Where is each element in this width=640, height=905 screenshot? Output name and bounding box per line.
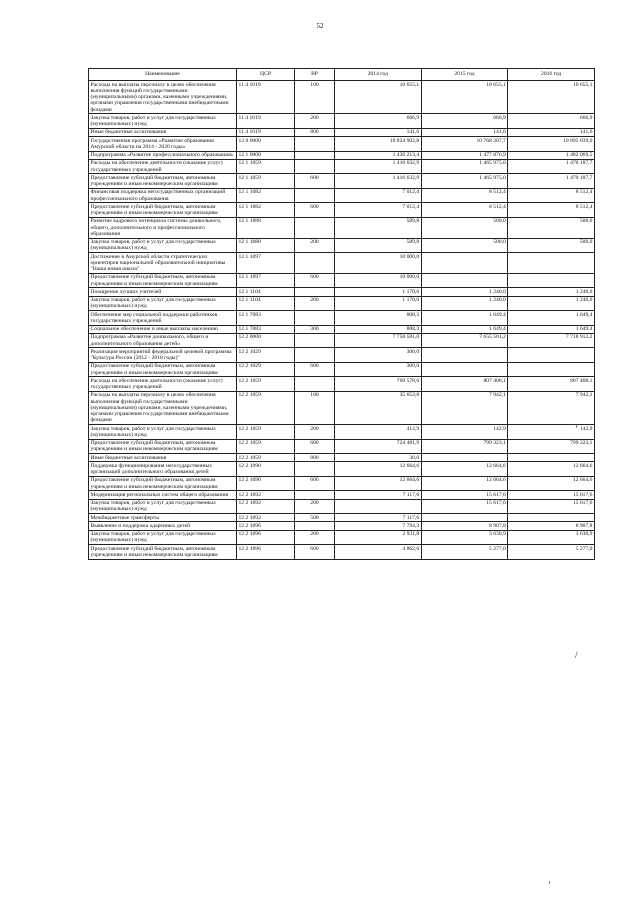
- cell-2016: 799 323,1: [508, 439, 595, 454]
- cell-2014: 1 170,0: [335, 296, 422, 311]
- table-row: [89, 454, 595, 462]
- table-row: [89, 425, 595, 440]
- cell-2015: [421, 514, 508, 522]
- cell-2015: 500,0: [421, 217, 508, 238]
- table-row: [89, 325, 595, 333]
- cell-name: Межбюджетные трансферты: [89, 514, 237, 522]
- cell-name: Поддержка функционирования негосударственных организаций дополнительного образования детей: [89, 462, 237, 477]
- cell-2014: 10 000,0: [335, 253, 422, 274]
- table-row: [89, 81, 595, 114]
- table-row: [89, 151, 595, 159]
- cell-2014: 808,3: [335, 311, 422, 326]
- cell-csr: 12 1 1104: [237, 296, 295, 311]
- cell-csr: 12 1 1082: [237, 188, 295, 203]
- table-row: [89, 174, 595, 189]
- cell-vr: [295, 188, 335, 203]
- cell-2015: 3 630,9: [421, 530, 508, 545]
- cell-2016: 7 718 912,2: [508, 333, 595, 348]
- table-row: [89, 296, 595, 311]
- table-body: [89, 81, 595, 560]
- cell-vr: 200: [295, 114, 335, 129]
- table-row: [89, 128, 595, 136]
- cell-2015: 12 664,6: [421, 476, 508, 491]
- cell-2016: 142,9: [508, 425, 595, 440]
- cell-2014: 589,8: [335, 217, 422, 238]
- table-row: [89, 159, 595, 174]
- cell-2015: 1 649,4: [421, 311, 508, 326]
- cell-name: Закупка товаров, работ и услуг для государственных (муниципальных) нужд: [89, 499, 237, 514]
- cell-csr: 12 2 1059: [237, 454, 295, 462]
- table-row: [89, 499, 595, 514]
- cell-vr: 200: [295, 499, 335, 514]
- cell-2016: 7 942,1: [508, 391, 595, 424]
- cell-vr: [295, 159, 335, 174]
- cell-csr: 12 2 1059: [237, 425, 295, 440]
- cell-2016: [508, 362, 595, 377]
- cell-csr: 12 1 1059: [237, 174, 295, 189]
- cell-vr: [295, 217, 335, 238]
- cell-2014: 7 012,4: [335, 188, 422, 203]
- cell-name: Расходы на выплаты персоналу в целях обеспечения выполнения функций государственными (муниципальными) органами, казенными учреждениями, органами управления государственными внебюджетными фондами: [89, 391, 237, 424]
- cell-vr: [295, 348, 335, 363]
- cell-2014: 10 655,1: [335, 81, 422, 114]
- cell-name: Закупка товаров, работ и услуг для государственных (муниципальных) нужд: [89, 530, 237, 545]
- cell-name: Выявление и поддержка одаренных детей: [89, 522, 237, 530]
- cell-2016: 1 649,4: [508, 325, 595, 333]
- cell-2015: 500,0: [421, 238, 508, 253]
- cell-2016: 12 664,6: [508, 462, 595, 477]
- cell-name: Закупка товаров, работ и услуг для государственных (муниципальных) нужд: [89, 296, 237, 311]
- cell-name: Иные бюджетные ассигнования: [89, 128, 237, 136]
- budget-table: [88, 68, 595, 560]
- cell-csr: 12 2 0000: [237, 333, 295, 348]
- cell-name: Предоставление субсидий бюджетным, автономным учреждениям и иным некоммерческим организациям: [89, 174, 237, 189]
- table-row: [89, 476, 595, 491]
- table-row: [89, 137, 595, 152]
- cell-2014: 300,0: [335, 362, 422, 377]
- cell-2014: 12 664,6: [335, 476, 422, 491]
- cell-vr: 800: [295, 454, 335, 462]
- cell-vr: 100: [295, 81, 335, 114]
- cell-2016: 10 895 039,0: [508, 137, 595, 152]
- cell-csr: 12 2 1059: [237, 439, 295, 454]
- table-row: [89, 253, 595, 274]
- cell-2015: 8 907,8: [421, 522, 508, 530]
- cell-csr: 12 1 1088: [237, 217, 295, 238]
- table-row: [89, 217, 595, 238]
- cell-2016: [508, 514, 595, 522]
- cell-vr: [295, 137, 335, 152]
- cell-2014: 12 664,6: [335, 462, 422, 477]
- cell-name: Расходы на выплаты персоналу в целях обеспечения выполнения функций государственными (муниципальными) органами, казенными учреждениями, органами управления государственными внебюджетными фондами: [89, 81, 237, 114]
- header-2015: 2015 год: [421, 69, 508, 81]
- cell-name: Расходы на обеспечение деятельности (оказание услуг) государственных учреждений: [89, 159, 237, 174]
- cell-2016: 807 408,1: [508, 377, 595, 392]
- cell-vr: 500: [295, 514, 335, 522]
- cell-2014: 10 000,0: [335, 273, 422, 288]
- cell-vr: 300: [295, 325, 335, 333]
- cell-name: Иные бюджетные ассигнования: [89, 454, 237, 462]
- cell-name: Социальное обеспечение и иные выплаты населению: [89, 325, 237, 333]
- table-row: [89, 522, 595, 530]
- cell-name: Реализация мероприятий федеральной целевой программы "Культура России (2012 - 2018 годы)": [89, 348, 237, 363]
- cell-name: Закупка товаров, работ и услуг для государственных (муниципальных) нужд: [89, 114, 237, 129]
- cell-name: Предоставление субсидий бюджетным, автономным учреждениям и иным некоммерческим организациям: [89, 203, 237, 218]
- cell-vr: [295, 311, 335, 326]
- cell-2014: 10 824 902,8: [335, 137, 422, 152]
- cell-vr: 200: [295, 238, 335, 253]
- table-row: [89, 377, 595, 392]
- cell-2014: 2 931,8: [335, 530, 422, 545]
- header-2014: 2014 год: [335, 69, 422, 81]
- cell-vr: [295, 333, 335, 348]
- cell-2014: 4 862,6: [335, 545, 422, 560]
- cell-2014: 1 170,0: [335, 288, 422, 296]
- cell-vr: [295, 462, 335, 477]
- cell-2016: 12 664,6: [508, 476, 595, 491]
- header-csr: ЦСР: [237, 69, 295, 81]
- cell-vr: [295, 151, 335, 159]
- cell-2016: 10 655,1: [508, 81, 595, 114]
- cell-2015: 8 512,4: [421, 203, 508, 218]
- cell-2016: 1 482 069,5: [508, 151, 595, 159]
- cell-vr: 800: [295, 128, 335, 136]
- handwritten-mark: ʼ: [575, 424, 578, 434]
- cell-csr: 12 1 1104: [237, 288, 295, 296]
- table-row: [89, 491, 595, 499]
- cell-vr: 600: [295, 362, 335, 377]
- cell-2016: 1 240,0: [508, 296, 595, 311]
- cell-name: Предоставление субсидий бюджетным, автономным учреждениям и иным некоммерческим организациям: [89, 476, 237, 491]
- cell-2014: 7 794,3: [335, 522, 422, 530]
- cell-name: Подпрограмма «Развитие профессионального образования»: [89, 151, 237, 159]
- cell-csr: 12 2 1059: [237, 377, 295, 392]
- cell-2016: 500,0: [508, 217, 595, 238]
- cell-vr: 200: [295, 425, 335, 440]
- cell-csr: 12 1 1097: [237, 253, 295, 274]
- cell-2016: 8 907,8: [508, 522, 595, 530]
- cell-2015: [421, 253, 508, 274]
- cell-vr: 600: [295, 174, 335, 189]
- cell-2015: [421, 454, 508, 462]
- cell-csr: 12 2 1090: [237, 462, 295, 477]
- cell-name: Достижение в Амурской области стратегических ориентиров национальной образовательной инициативы "Наша новая школа": [89, 253, 237, 274]
- table-row: [89, 391, 595, 424]
- cell-csr: 12 2 1029: [237, 362, 295, 377]
- cell-2014: 7 117,6: [335, 491, 422, 499]
- cell-vr: 200: [295, 296, 335, 311]
- cell-csr: 12 1 7083: [237, 325, 295, 333]
- cell-2014: 7 117,6: [335, 514, 422, 522]
- cell-2015: [421, 348, 508, 363]
- cell-vr: [295, 288, 335, 296]
- cell-2014: 760 578,6: [335, 377, 422, 392]
- cell-2016: 1 470 187,7: [508, 159, 595, 174]
- cell-vr: 600: [295, 203, 335, 218]
- cell-csr: 12 2 1029: [237, 348, 295, 363]
- cell-2016: 3 630,9: [508, 530, 595, 545]
- cell-csr: 12 2 1096: [237, 530, 295, 545]
- cell-csr: 12 1 1059: [237, 159, 295, 174]
- cell-vr: [295, 491, 335, 499]
- cell-csr: 12 1 1082: [237, 203, 295, 218]
- cell-2016: 15 617,6: [508, 491, 595, 499]
- cell-vr: [295, 253, 335, 274]
- cell-2016: 141,6: [508, 128, 595, 136]
- cell-name: Расходы на обеспечение деятельности (оказание услуг) государственных учреждений: [89, 377, 237, 392]
- cell-2015: [421, 273, 508, 288]
- table-row: [89, 545, 595, 560]
- cell-2015: 7 942,1: [421, 391, 508, 424]
- cell-2015: 1 649,4: [421, 325, 508, 333]
- cell-2015: 15 617,6: [421, 499, 508, 514]
- page-number: 52: [316, 22, 324, 30]
- table-row: [89, 514, 595, 522]
- cell-2015: 1 465 975,0: [421, 159, 508, 174]
- table-row: [89, 530, 595, 545]
- cell-2015: 15 617,6: [421, 491, 508, 499]
- cell-vr: 600: [295, 439, 335, 454]
- cell-csr: 11 4 1019: [237, 114, 295, 129]
- cell-name: Предоставление субсидий бюджетным, автономным учреждениям и иным некоммерческим организациям: [89, 362, 237, 377]
- cell-csr: 11 4 1019: [237, 128, 295, 136]
- cell-2014: 1 416 632,9: [335, 159, 422, 174]
- table-row: [89, 114, 595, 129]
- cell-2014: 30,0: [335, 454, 422, 462]
- cell-2015: 1 240,0: [421, 296, 508, 311]
- table-row: [89, 439, 595, 454]
- cell-2016: 666,9: [508, 114, 595, 129]
- table-row: [89, 238, 595, 253]
- cell-2014: 141,6: [335, 128, 422, 136]
- table-row: [89, 188, 595, 203]
- cell-2015: 7 655 501,2: [421, 333, 508, 348]
- cell-2015: 1 477 876,9: [421, 151, 508, 159]
- cell-2014: 7 012,4: [335, 203, 422, 218]
- cell-2016: 8 512,4: [508, 203, 595, 218]
- cell-csr: 12 1 1088: [237, 238, 295, 253]
- cell-vr: 600: [295, 273, 335, 288]
- cell-2014: 300,0: [335, 348, 422, 363]
- cell-2015: [421, 362, 508, 377]
- cell-2015: 8 512,4: [421, 188, 508, 203]
- cell-2014: 666,9: [335, 114, 422, 129]
- table-row: [89, 288, 595, 296]
- header-2016: 2016 год: [508, 69, 595, 81]
- cell-csr: 12 2 1090: [237, 476, 295, 491]
- cell-2015: 807 408,1: [421, 377, 508, 392]
- table-row: [89, 362, 595, 377]
- cell-vr: 600: [295, 476, 335, 491]
- cell-name: Государственная программа «Развитие образования Амурской области на 2014 - 2020 годы»: [89, 137, 237, 152]
- cell-csr: 12 2 1096: [237, 522, 295, 530]
- cell-2014: 1 436 213,4: [335, 151, 422, 159]
- cell-vr: 200: [295, 530, 335, 545]
- table-row: [89, 462, 595, 477]
- cell-2016: 1 240,0: [508, 288, 595, 296]
- cell-name: Обеспечение мер социальной поддержки работников государственных учреждений: [89, 311, 237, 326]
- cell-2016: 1 649,4: [508, 311, 595, 326]
- cell-2015: 12 664,6: [421, 462, 508, 477]
- cell-2014: 808,3: [335, 325, 422, 333]
- cell-2014: 7 758 581,0: [335, 333, 422, 348]
- cell-2015: 142,9: [421, 425, 508, 440]
- cell-2016: [508, 348, 595, 363]
- cell-2016: 1 470 187,7: [508, 174, 595, 189]
- cell-2016: [508, 253, 595, 274]
- cell-2015: 666,9: [421, 114, 508, 129]
- cell-2014: 1 416 632,9: [335, 174, 422, 189]
- cell-2015: 799 323,1: [421, 439, 508, 454]
- cell-name: Подпрограмма «Развитие дошкольного, общего и дополнительного образования детей»: [89, 333, 237, 348]
- cell-2016: 5 277,0: [508, 545, 595, 560]
- cell-2015: 10 768 207,7: [421, 137, 508, 152]
- cell-name: Предоставление субсидий бюджетным, автономным учреждениям и иным некоммерческим организациям: [89, 439, 237, 454]
- cell-2016: [508, 454, 595, 462]
- table-header-row: [89, 69, 595, 81]
- cell-csr: 12 2 1092: [237, 491, 295, 499]
- cell-name: Финансовая поддержка негосударственных организаций профессионального образования: [89, 188, 237, 203]
- header-vr: ВР: [295, 69, 335, 81]
- table-row: [89, 273, 595, 288]
- cell-2015: 1 240,0: [421, 288, 508, 296]
- cell-csr: 12 2 1092: [237, 499, 295, 514]
- cell-csr: 12 2 1092: [237, 514, 295, 522]
- cell-vr: [295, 522, 335, 530]
- table-row: [89, 333, 595, 348]
- cell-csr: 12 1 0000: [237, 151, 295, 159]
- cell-2014: [335, 499, 422, 514]
- cell-name: Поощрение лучших учителей: [89, 288, 237, 296]
- cell-2014: 412,9: [335, 425, 422, 440]
- cell-2015: 10 655,1: [421, 81, 508, 114]
- cell-2016: 8 512,4: [508, 188, 595, 203]
- cell-name: Предоставление субсидий бюджетным, автономным учреждениям и иным некоммерческим организациям: [89, 545, 237, 560]
- cell-vr: 100: [295, 391, 335, 424]
- cell-2016: 15 617,6: [508, 499, 595, 514]
- cell-2014: 35 653,8: [335, 391, 422, 424]
- cell-name: Закупка товаров, работ и услуг для государственных (муниципальных) нужд: [89, 425, 237, 440]
- cell-csr: 12 1 1097: [237, 273, 295, 288]
- header-name: Наименование: [89, 69, 237, 81]
- cell-vr: [295, 377, 335, 392]
- cell-csr: 12 2 1059: [237, 391, 295, 424]
- cell-2015: 1 465 975,0: [421, 174, 508, 189]
- table-row: [89, 311, 595, 326]
- cell-2015: 5 277,0: [421, 545, 508, 560]
- cell-csr: 11 4 1019: [237, 81, 295, 114]
- cell-2015: 141,6: [421, 128, 508, 136]
- handwritten-mark: ʼ: [548, 880, 551, 890]
- cell-vr: 600: [295, 545, 335, 560]
- cell-2016: 500,0: [508, 238, 595, 253]
- cell-name: Развитие кадрового потенциала системы дошкольного, общего, дополнительного и профессионального образования: [89, 217, 237, 238]
- cell-2014: 589,8: [335, 238, 422, 253]
- handwritten-mark: /: [575, 650, 578, 660]
- cell-name: Закупка товаров, работ и услуг для государственных (муниципальных) нужд: [89, 238, 237, 253]
- cell-name: Модернизация региональных систем общего образования: [89, 491, 237, 499]
- cell-name: Предоставление субсидий бюджетным, автономным учреждениям и иным некоммерческим организациям: [89, 273, 237, 288]
- cell-csr: 12 2 1096: [237, 545, 295, 560]
- cell-csr: 12 1 7083: [237, 311, 295, 326]
- cell-2016: [508, 273, 595, 288]
- cell-2014: 724 481,9: [335, 439, 422, 454]
- table-row: [89, 203, 595, 218]
- cell-csr: 12 0 0000: [237, 137, 295, 152]
- table-row: [89, 348, 595, 363]
